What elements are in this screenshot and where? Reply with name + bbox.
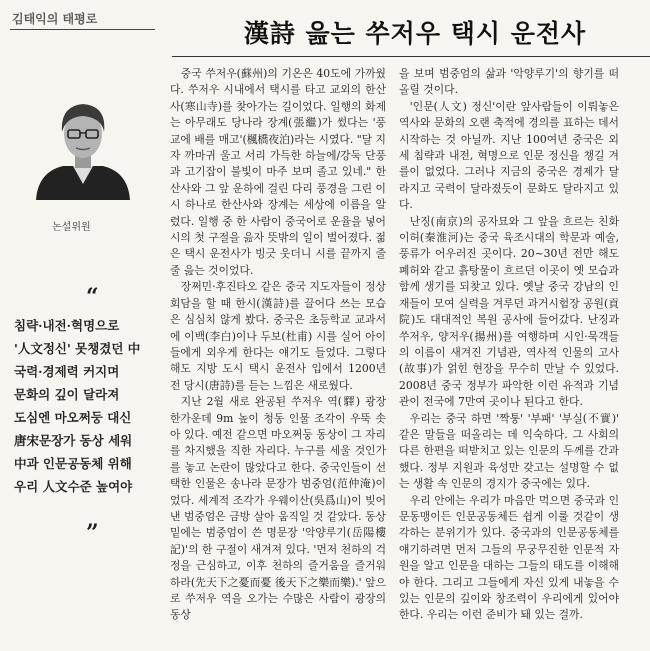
pull-quote-line: 국력·경제력 커지며 — [14, 364, 120, 379]
article-column-2 — [399, 66, 619, 624]
author-title: 논설위원 — [52, 222, 91, 233]
column-sidebar — [0, 0, 160, 651]
quote-close-mark: ” — [86, 520, 99, 546]
pull-quote-line: 침략·내전·혁명으로 — [14, 318, 120, 333]
article-paragraph: 우리는 중국 하면 '짝퉁' '부패' '부실(不實)' 같은 말들을 떠올리는 데 익숙하다. 그 사회의 다른 한편을 떠받치고 있는 인문의 두께를 간과했다. 정부 지원과 육성만 갖고는 설명할 수 없는 생활 속 인문의 경지가 중국에는 있다. — [399, 411, 619, 491]
article-paragraph: 난징(南京)의 공자묘와 그 앞을 흐르는 친화이허(秦淮河)는 중국 육조시대의 학문과 예술, 풍류가 어우러진 곳이다. 20~30년 전만 해도 폐허와 같고 흙탕물이 흐르던 이곳이 옛 모습과 함께 생기를 되찾고 있다. 옛날 중국 강남의 인재들이 모여 실력을 겨루던 과거시험장 공원(貢院)도 대대적인 복원 공사에 들어갔다. 난징과 쑤저우, 양저우(揚州)를 여행하며 시인·묵객들의 이름이 새겨진 기념관, 역사적 인물의 고사(故事)가 얽힌 현장을 무수히 만날 수 있었다. 2008년 중국 정부가 파악한 이런 유적과 기념관이 전국에 7만여 곳이나 된다고 한다. — [399, 214, 619, 409]
pull-quote-line: 도심엔 마오쩌둥 대신 — [14, 410, 132, 425]
pull-quote-line: 中과 인문공동체 위해 — [14, 456, 132, 471]
article-column-1 — [170, 66, 386, 624]
pull-quote-line: 唐宋문장가 동상 세워 — [14, 433, 133, 448]
article-paragraph: '인문(人文) 정신'이란 앞사람들이 이뤄놓은 역사와 문화의 오랜 축적에 경의를 표하는 데서 시작하는 것 아닐까. 지난 100여년 중국은 외세 침략과 내전, 혁명으로 인문 정신을 챙길 겨를이 없었다. 그러나 지금의 중국은 경제가 달라지고 국력이 달라졌듯이 문화도 달라지고 있다. — [399, 99, 619, 212]
article-paragraph: 지난 2월 새로 완공된 쑤저우 역(驛) 광장 한가운데 9m 높이 청동 인물 조각이 우뚝 솟아 있다. 예전 같으면 마오쩌둥 동상이 그 자리를 차지했을 직한 자리다. 누구를 세울 것인가를 놓고 논란이 많았다고 한다. 중국인들이 선택한 인물은 송나라 문장가 범중엄(范仲淹)이었다. 세계적 조각가 우웨이산(吳爲山)이 빚어낸 범중엄은 금방 살아 움직일 것 같았다. 동상 밑에는 범중엄이 쓴 명문장 '악양루기(岳陽樓記)'의 한 구절이 새겨져 있다. '먼저 천하의 걱정을 근심하고, 이후 천하의 즐거움을 즐거워하라(先天下之憂而憂 後天下之樂而樂).' 앞으로 쑤저우 역을 오가는 수많은 사람이 광장의 동상 — [170, 395, 386, 622]
pull-quote-line: '人文정신' 못챙겼던 中 — [14, 341, 141, 356]
article-paragraph: 우리 안에는 우리가 마음만 먹으면 중국과 인문동맹이든 인문공동체든 쉽게 이룰 것같이 생각하는 분위기가 있다. 중국과의 인문공동체를 얘기하려면 먼저 그들의 무궁무진한 인문적 자원을 알고 인문을 대하는 그들의 태도를 이해해야 한다. 그리고 그들에게 자신 있게 내놓을 수 있는 인문의 깊이와 창조력이 우리에게 있어야 한다. 우리는 이런 준비가 돼 있는 걸까. — [399, 493, 619, 622]
author-portrait — [28, 92, 138, 200]
headline: 漢詩 읊는 쑤저우 택시 운전사 — [243, 19, 587, 48]
article-paragraph: 장쩌민·후진타오 같은 중국 지도자들이 정상회담을 할 때 한시(漢詩)를 끌어다 쓰는 모습은 심심치 않게 봤다. 중국은 초등학교 교과서에 이백(李白)이나 두보(杜甫) 시를 실어 아이들에게 외우게 한다는 얘기도 들었다. 그렇다 해도 지방 도시 택시 운전사 입에서 1200년 전 당시(唐詩)를 듣는 느낌은 새로웠다. — [170, 280, 386, 392]
pull-quote — [14, 314, 164, 498]
sidebar-rule — [10, 29, 155, 30]
column-name: 김태익의 태평로 — [12, 12, 98, 26]
article-paragraph: 을 보며 범중엄의 삶과 '악양루기'의 향기를 떠올릴 것이다. — [399, 67, 619, 97]
pull-quote-line: 우리 人文수준 높여야 — [14, 479, 133, 494]
quote-open-mark: “ — [86, 284, 99, 310]
article-paragraph: 중국 쑤저우(蘇州)의 기온은 40도에 가까웠다. 쑤저우 시내에서 택시를 타고 교외의 한산사(寒山寺)를 찾아가는 길이었다. 일행의 화제는 아무래도 당나라 장계(張繼)가 썼다는 '풍교에 배를 매고'(楓橋夜泊)라는 시였다. "달 지자 까마귀 울고 서리 가득한 하늘에/강둑 단풍과 고기잡이 불빛이 마주 보며 졸고 있네." 한산사와 그 앞 운하에 걸린 다리 풍경을 그린 이 시 하나로 한산사와 장계는 세상에 이름을 알렸다. 일행 중 한 사람이 중국어로 운율을 넣어 시의 첫 구절을 읊자 뜻밖의 일이 벌어졌다. 젊은 택시 운전사가 빙긋 웃더니 시를 끝까지 줄줄 읊는 것이었다. — [170, 67, 386, 277]
headline-rule — [172, 56, 650, 57]
pull-quote-line: 문화의 깊이 달라져 — [14, 387, 120, 402]
